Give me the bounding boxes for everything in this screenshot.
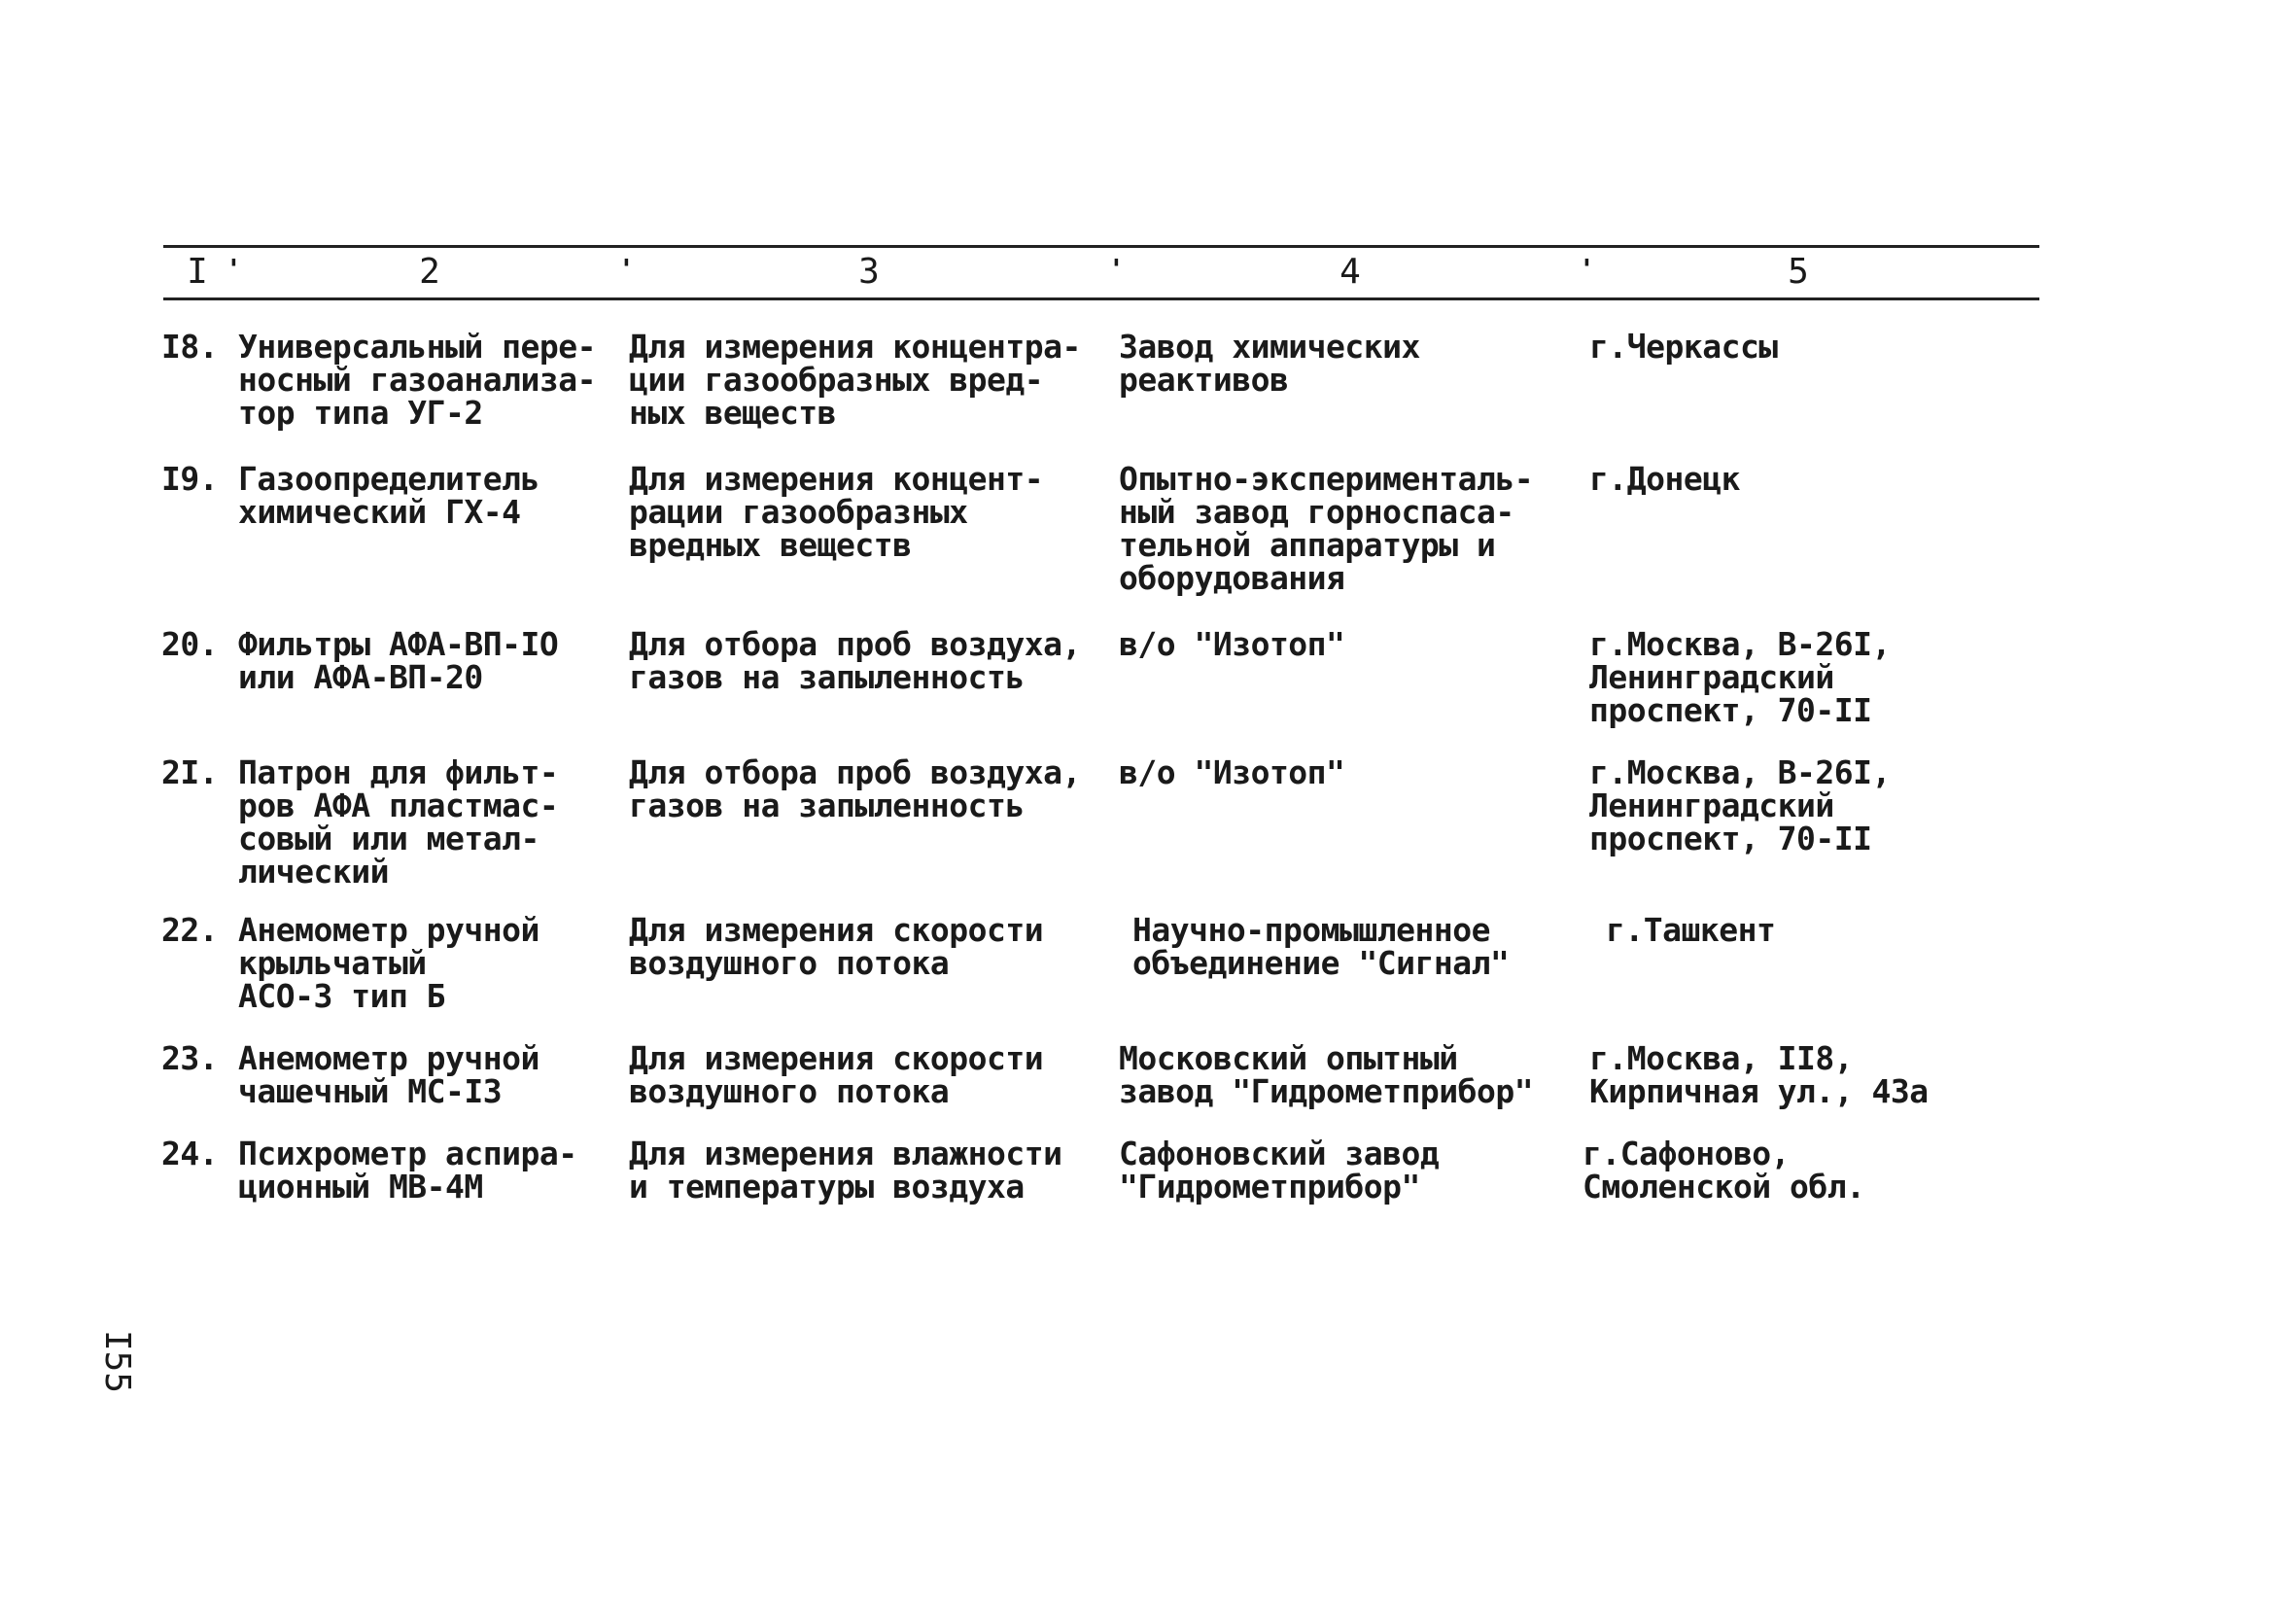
device-purpose: Для измерения концент- рации газообразных вредных веществ bbox=[629, 460, 1044, 564]
table-header-rule bbox=[163, 297, 2039, 300]
device-name: Анемометр ручной крыльчатый АСО-3 тип Б bbox=[238, 911, 539, 1015]
header-col-3: 3 bbox=[858, 252, 880, 292]
device-purpose: Для измерения скорости воздушного потока bbox=[629, 911, 1044, 982]
device-purpose: Для отбора проб воздуха, газов на запыленность bbox=[629, 753, 1081, 824]
manufacturer: Опытно-эксперименталь- ный завод горноспаса- тельной аппаратуры и оборудования bbox=[1119, 460, 1534, 597]
row-number: I9. bbox=[161, 460, 219, 498]
manufacturer: в/о "Изотоп" bbox=[1119, 753, 1345, 791]
device-name: Фильтры АФА-ВП-IO или АФА-ВП-20 bbox=[238, 625, 559, 696]
device-purpose: Для отбора проб воздуха, газов на запыленность bbox=[629, 625, 1081, 696]
table-top-rule bbox=[163, 245, 2039, 248]
row-number: I8. bbox=[161, 328, 219, 366]
address: г.Черкассы bbox=[1589, 328, 1778, 366]
manufacturer: Завод химических реактивов bbox=[1119, 328, 1420, 399]
header-separator: ' bbox=[1579, 253, 1595, 285]
address: г.Донецк bbox=[1589, 460, 1740, 498]
row-number: 24. bbox=[161, 1135, 219, 1172]
manufacturer: Научно-промышленное объединение "Сигнал" bbox=[1132, 911, 1510, 982]
address: г.Сафоново, Смоленской обл. bbox=[1583, 1135, 1865, 1206]
device-purpose: Для измерения концентра- ции газообразных вред- ных веществ bbox=[629, 328, 1081, 432]
header-col-1: I bbox=[187, 252, 208, 292]
row-number: 22. bbox=[161, 911, 219, 949]
manufacturer: Сафоновский завод "Гидрометприбор" bbox=[1119, 1135, 1440, 1206]
header-separator: ' bbox=[1108, 253, 1125, 285]
address: г.Ташкент bbox=[1606, 911, 1776, 949]
device-name: Анемометр ручной чашечный МС-I3 bbox=[238, 1039, 539, 1110]
header-col-4: 4 bbox=[1339, 252, 1361, 292]
device-name: Газоопределитель химический ГХ-4 bbox=[238, 460, 539, 531]
device-name: Патрон для фильт- ров АФА пластмас- совый или метал- лический bbox=[238, 753, 559, 891]
device-purpose: Для измерения влажности и температуры воздуха bbox=[629, 1135, 1062, 1206]
address: г.Москва, В-26I, Ленинградский проспект, 70-II bbox=[1589, 753, 1891, 857]
device-name: Универсальный пере- носный газоанализа- тор типа УГ-2 bbox=[238, 328, 596, 432]
row-number: 20. bbox=[161, 625, 219, 663]
device-name: Психрометр аспира- ционный МВ-4М bbox=[238, 1135, 577, 1206]
header-separator: ' bbox=[618, 253, 635, 285]
device-purpose: Для измерения скорости воздушного потока bbox=[629, 1039, 1044, 1110]
row-number: 2I. bbox=[161, 753, 219, 791]
row-number: 23. bbox=[161, 1039, 219, 1077]
header-col-5: 5 bbox=[1788, 252, 1809, 292]
manufacturer: в/о "Изотоп" bbox=[1119, 625, 1345, 663]
header-col-2: 2 bbox=[419, 252, 440, 292]
page-number: I55 bbox=[97, 1330, 137, 1394]
header-separator: ' bbox=[226, 253, 242, 285]
address: г.Москва, II8, Кирпичная ул., 43а bbox=[1589, 1039, 1929, 1110]
address: г.Москва, В-26I, Ленинградский проспект, 70-II bbox=[1589, 625, 1891, 729]
manufacturer: Московский опытный завод "Гидрометприбор" bbox=[1119, 1039, 1534, 1110]
